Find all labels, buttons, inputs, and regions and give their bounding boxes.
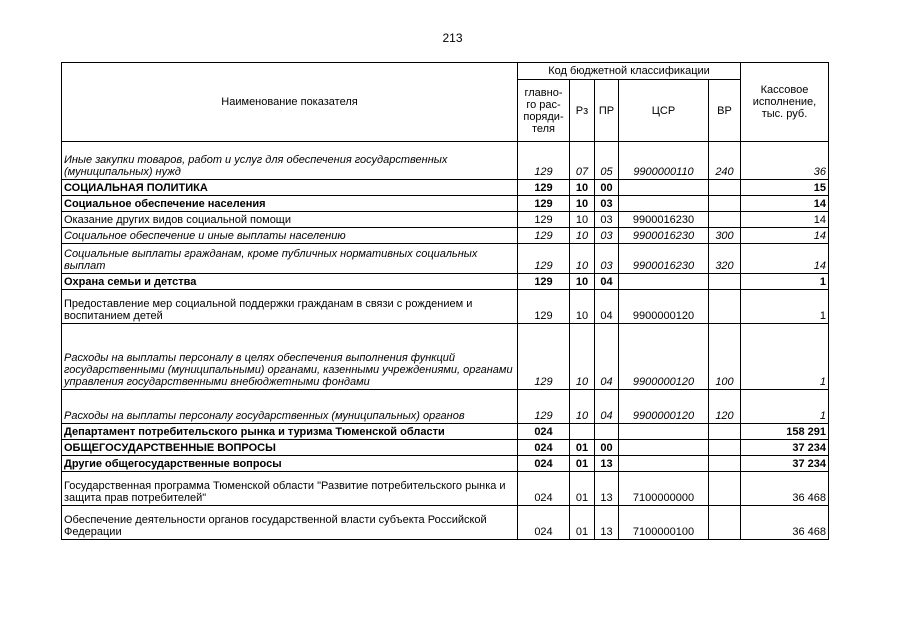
row-name: Предоставление мер социальной поддержки гражданам в связи с рождением и воспитанием детей	[62, 290, 518, 324]
row-pr: 04	[595, 290, 619, 324]
row-vr	[709, 196, 741, 212]
row-csr: 9900000120	[619, 290, 709, 324]
row-name: Оказание других видов социальной помощи	[62, 212, 518, 228]
table-row	[62, 228, 829, 244]
row-name: Социальные выплаты гражданам, кроме публичных нормативных социальных выплат	[62, 244, 518, 274]
row-pr: 05	[595, 142, 619, 180]
row-pr: 13	[595, 456, 619, 472]
table-row	[62, 196, 829, 212]
row-csr	[619, 424, 709, 440]
table-row	[62, 424, 829, 440]
row-amount: 158 291	[741, 424, 829, 440]
row-vr	[709, 274, 741, 290]
row-admin-code: 129	[518, 390, 570, 424]
row-csr	[619, 196, 709, 212]
row-csr	[619, 274, 709, 290]
row-csr: 9900016230	[619, 244, 709, 274]
row-admin-code: 024	[518, 424, 570, 440]
row-csr: 9900016230	[619, 212, 709, 228]
row-pr: 03	[595, 228, 619, 244]
row-rz: 01	[570, 440, 595, 456]
row-admin-code: 024	[518, 456, 570, 472]
header-code-group: Код бюджетной классификации	[518, 63, 741, 80]
row-name: Обеспечение деятельности органов государственной власти субъекта Российской Федерации	[62, 506, 518, 540]
row-pr: 04	[595, 390, 619, 424]
row-vr	[709, 290, 741, 324]
row-admin-code: 129	[518, 274, 570, 290]
table-row	[62, 290, 829, 324]
row-rz: 10	[570, 390, 595, 424]
table-row	[62, 212, 829, 228]
row-admin-code: 129	[518, 196, 570, 212]
table-row	[62, 180, 829, 196]
row-rz: 01	[570, 506, 595, 540]
row-admin-code: 024	[518, 506, 570, 540]
row-name: Департамент потребительского рынка и туризма Тюменской области	[62, 424, 518, 440]
row-amount: 14	[741, 212, 829, 228]
row-csr	[619, 180, 709, 196]
row-amount: 1	[741, 390, 829, 424]
row-amount: 37 234	[741, 440, 829, 456]
row-rz: 10	[570, 212, 595, 228]
row-csr: 9900000110	[619, 142, 709, 180]
row-rz: 10	[570, 290, 595, 324]
row-vr	[709, 424, 741, 440]
row-rz: 10	[570, 228, 595, 244]
row-admin-code: 129	[518, 212, 570, 228]
row-vr	[709, 456, 741, 472]
row-pr: 03	[595, 196, 619, 212]
row-amount: 1	[741, 290, 829, 324]
row-vr: 240	[709, 142, 741, 180]
row-name: Другие общегосударственные вопросы	[62, 456, 518, 472]
row-vr: 320	[709, 244, 741, 274]
row-amount: 14	[741, 228, 829, 244]
table-row	[62, 324, 829, 390]
table-row	[62, 506, 829, 540]
row-pr: 00	[595, 180, 619, 196]
row-rz: 07	[570, 142, 595, 180]
row-name: Иные закупки товаров, работ и услуг для обеспечения государственных (муниципальных) нужд	[62, 142, 518, 180]
row-amount: 15	[741, 180, 829, 196]
row-vr	[709, 506, 741, 540]
header-csr: ЦСР	[619, 80, 709, 142]
row-amount: 37 234	[741, 456, 829, 472]
header-vr: ВР	[709, 80, 741, 142]
row-pr: 13	[595, 472, 619, 506]
row-name: Социальное обеспечение и иные выплаты населению	[62, 228, 518, 244]
row-rz: 01	[570, 472, 595, 506]
row-amount: 36 468	[741, 472, 829, 506]
row-pr: 13	[595, 506, 619, 540]
row-admin-code: 129	[518, 244, 570, 274]
row-admin-code: 129	[518, 228, 570, 244]
row-vr: 300	[709, 228, 741, 244]
table-row	[62, 390, 829, 424]
row-amount: 1	[741, 274, 829, 290]
row-vr	[709, 472, 741, 506]
row-name: Расходы на выплаты персоналу в целях обеспечения выполнения функций государственными (муниципальными) органами, казенными учреждениями, органами управления государственными внебюджетными фондами	[62, 324, 518, 390]
row-vr	[709, 212, 741, 228]
row-name: Социальное обеспечение населения	[62, 196, 518, 212]
row-csr: 9900000120	[619, 390, 709, 424]
budget-table	[61, 62, 829, 540]
row-rz: 10	[570, 274, 595, 290]
row-pr: 03	[595, 212, 619, 228]
table-row	[62, 440, 829, 456]
row-admin-code: 129	[518, 324, 570, 390]
row-amount: 36 468	[741, 506, 829, 540]
table-row	[62, 244, 829, 274]
row-vr	[709, 180, 741, 196]
header-rz: Рз	[570, 80, 595, 142]
row-csr: 9900016230	[619, 228, 709, 244]
row-name: Государственная программа Тюменской области "Развитие потребительского рынка и защита прав потребителей"	[62, 472, 518, 506]
row-admin-code: 129	[518, 142, 570, 180]
row-amount: 36	[741, 142, 829, 180]
row-pr: 03	[595, 244, 619, 274]
row-csr	[619, 456, 709, 472]
header-admin: главно- го рас- поряди- теля	[518, 80, 570, 142]
row-admin-code: 024	[518, 472, 570, 506]
row-rz: 10	[570, 196, 595, 212]
row-name: ОБЩЕГОСУДАРСТВЕННЫЕ ВОПРОСЫ	[62, 440, 518, 456]
row-name: СОЦИАЛЬНАЯ ПОЛИТИКА	[62, 180, 518, 196]
row-vr: 100	[709, 324, 741, 390]
row-amount: 1	[741, 324, 829, 390]
header-name: Наименование показателя	[62, 63, 518, 142]
header-amount: Кассовое исполнение, тыс. руб.	[741, 63, 829, 142]
row-rz: 10	[570, 180, 595, 196]
header-pr: ПР	[595, 80, 619, 142]
row-csr	[619, 440, 709, 456]
row-vr: 120	[709, 390, 741, 424]
row-csr: 7100000000	[619, 472, 709, 506]
row-admin-code: 024	[518, 440, 570, 456]
table-row	[62, 274, 829, 290]
table-row	[62, 456, 829, 472]
row-amount: 14	[741, 196, 829, 212]
row-rz: 01	[570, 456, 595, 472]
row-pr: 04	[595, 274, 619, 290]
row-pr	[595, 424, 619, 440]
row-csr: 9900000120	[619, 324, 709, 390]
row-name: Расходы на выплаты персоналу государственных (муниципальных) органов	[62, 390, 518, 424]
row-rz: 10	[570, 324, 595, 390]
row-pr: 04	[595, 324, 619, 390]
row-rz	[570, 424, 595, 440]
row-rz: 10	[570, 244, 595, 274]
row-vr	[709, 440, 741, 456]
row-pr: 00	[595, 440, 619, 456]
page-number: 213	[442, 31, 463, 45]
row-csr: 7100000100	[619, 506, 709, 540]
row-amount: 14	[741, 244, 829, 274]
table-row	[62, 142, 829, 180]
row-admin-code: 129	[518, 180, 570, 196]
table-row	[62, 472, 829, 506]
row-name: Охрана семьи и детства	[62, 274, 518, 290]
row-admin-code: 129	[518, 290, 570, 324]
